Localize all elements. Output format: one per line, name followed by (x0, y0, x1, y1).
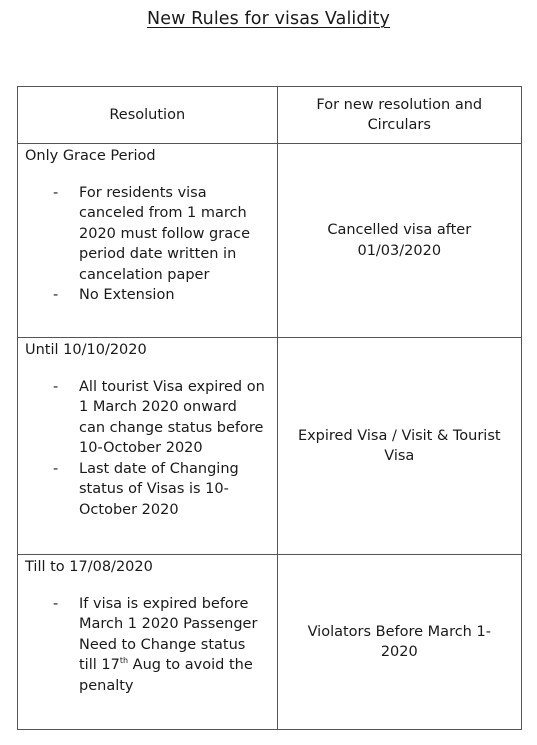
list-item (18, 285, 277, 306)
resolution-cell (18, 555, 278, 730)
circular-cell (277, 555, 521, 730)
dash-marker: - (53, 184, 59, 201)
ordinal-suffix: th (119, 656, 129, 666)
header-resolution (18, 87, 278, 144)
dash-marker: - (53, 460, 59, 477)
circular-cell (277, 144, 521, 338)
circular-cell (277, 338, 521, 555)
circular-text: Cancelled visa after 01/03/2020 (327, 222, 472, 259)
resolution-cell (18, 338, 278, 555)
bullet-list (18, 594, 277, 697)
resolution-cell (18, 144, 278, 338)
bullet-text-part: Aug to avoid the penalty (79, 657, 253, 694)
bullet-text-part: If visa is expired before March 1 2020 Passenger Need to Change status till 17 (79, 595, 258, 673)
circular-text: Violators Before March 1-2020 (307, 623, 491, 660)
dash-marker: - (53, 287, 59, 303)
list-item (18, 594, 277, 697)
table-row (18, 338, 522, 555)
list-item (18, 183, 277, 286)
visa-rules-table (17, 86, 522, 730)
bullet-text: Last date of Changing status of Visas is 10-October 2020 (79, 460, 239, 518)
table-row (18, 555, 522, 730)
page-title (0, 9, 537, 29)
header-resolution-label: Resolution (109, 106, 186, 123)
list-item (18, 459, 277, 521)
bullet-list (18, 377, 277, 521)
row-heading: Until 10/10/2020 (25, 342, 147, 358)
bullet-text: For residents visa canceled from 1 march 2020 must follow grace period date written in cancelation paper (79, 184, 250, 283)
circular-text: Expired Visa / Visit & Tourist Visa (297, 427, 501, 464)
bullet-text: No Extension (79, 287, 175, 303)
table-header-row (18, 87, 522, 144)
table-row (18, 144, 522, 338)
bullet-text (79, 596, 257, 694)
row-heading: Only Grace Period (25, 148, 156, 164)
row-heading: Till to 17/08/2020 (25, 559, 153, 575)
bullet-text: All tourist Visa expired on 1 March 2020 onward can change status before 10-October 2020 (79, 378, 265, 456)
dash-marker: - (53, 378, 59, 395)
header-circulars (277, 87, 521, 144)
list-item (18, 377, 277, 459)
page-title-text: New Rules for visas Validity (147, 9, 390, 29)
header-circulars-label: For new resolution and Circulars (316, 96, 483, 133)
dash-marker: - (53, 595, 59, 612)
bullet-list (18, 183, 277, 306)
